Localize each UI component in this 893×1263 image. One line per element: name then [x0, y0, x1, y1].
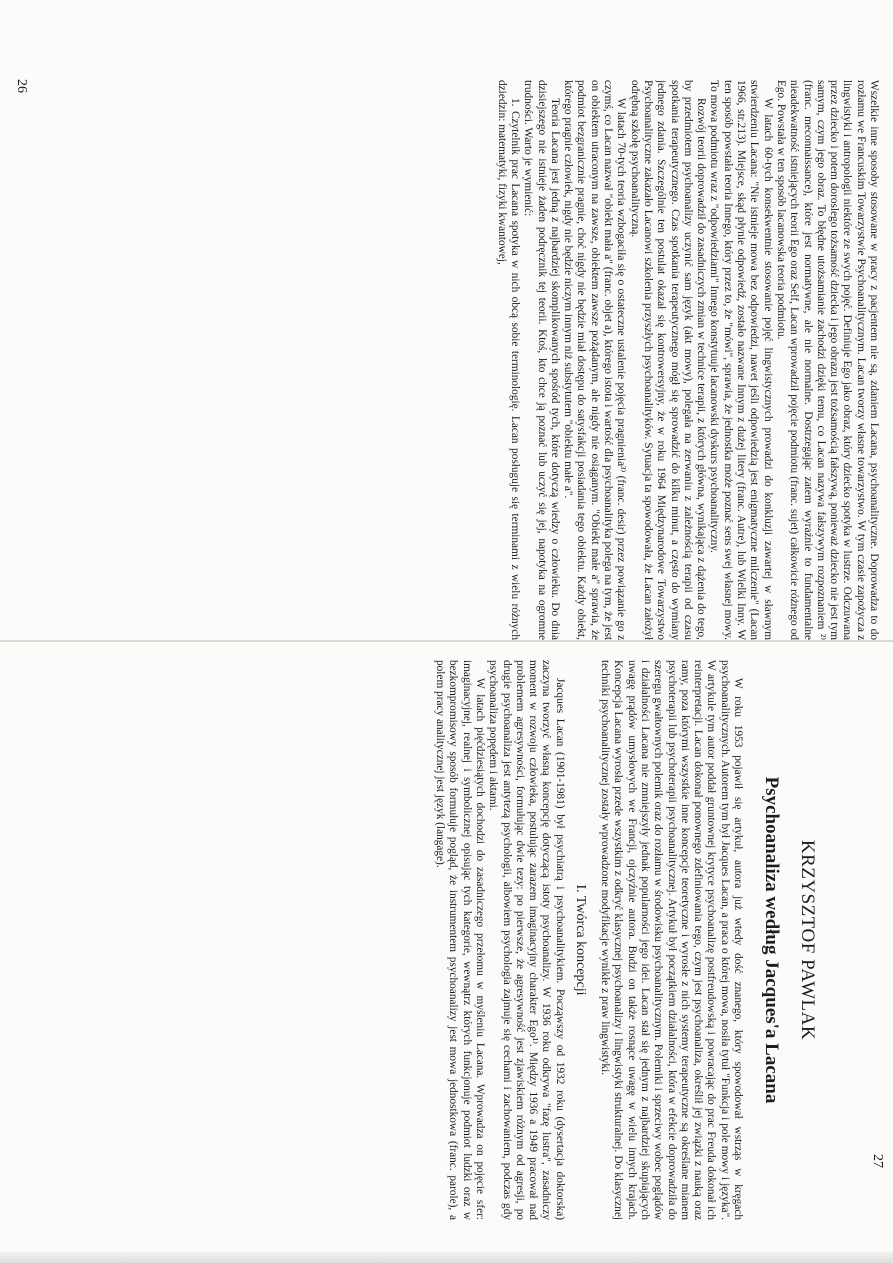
right-paragraph-6: 1. Czytelnik prac Lacana spotyka w nich obcą sobie terminologię. Lacan posługuje się terminami z wielu różnych dziedzin: matematyki, fizyki kwantowej, [495, 80, 521, 640]
right-paragraph-4: W latach 70-tych teoria wzbogaciła się o ostateczne ustalenie pojęcia pragnienia³⁾ (franc. desir) przez powiązanie go z czymś, co Lacan nazwał "obiekt mała a" (franc. objet a), którego istota i wartość dla psychoanalityka polega na tym, że jest on obiektem utraconym na zawsze, obiektem zawsze pożądanym, ale nigdy nie osiąganym. "Obiekt małe a" sprawia, że podmiot bezgranicznie pragnie, choć nigdy nie będzie miał dostępu do satysfakcji posiadania tego obiektu. Każdy obiekt, którego pragnie człowiek, nigdy nie będzie niczym innym niż substytutem "obiektu małe a". [562, 80, 628, 640]
right-paragraph-2: W latach 60-tych konsekwentnie stosowanie pojęć lingwistycznych prowadzi do konkluzji zawartej w sławnym stwierdzeniu Lacana: "Nie istnieje mowa bez odpowiedzi, nawet jeśli odpowiedzią jest enigmatyczne milczenie" (Lacan 1966, str.213). Miejsce, skąd płynie odpowiedź, zostało nazwane Innym z dużej litery (franc. Autre), lub Wielki Inny. W ten sposób powstała teoria Innego, który przez to, że "mówi", sprawia, że jednostka może poznać sens swej własnej mowy. To mowa podmiotu wraz z "odpowiedziami" Innego konstytuuje lacanowski dyskurs psychoanalityczny. [708, 80, 774, 640]
right-page [60, 80, 880, 640]
left-page [60, 660, 840, 1220]
scan-edge-shadow [0, 1252, 893, 1263]
section-heading: I. Twórca koncepcji [572, 884, 588, 996]
page-number-left: 26 [14, 79, 29, 93]
right-paragraph-5: Teoria Lacana jest jedną z najbardziej skomplikowanych spośród tych, które dotyczą wiedzy o człowieku. Do dnia dzisiejszego nie istnieje żaden podręcznik tej teorii. Ktoś, kto chce ją poznać lub uczyć się jej, napotyka na ogromne trudności. Warto je wymienić: [522, 80, 561, 640]
section-paragraph-2: W latach pięćdziesiątych dochodzi do zasadniczego przełomu w myśleniu Lacana. Wprowadza on pojęcie sfer: imaginacyjnej, realnej i symbolicznej opisując tych kategorie, wewnątrz których funkcjonuje podmiot ludzki oraz w bezkompromisowy sposób formułuje pogląd, że instrumentem psychoanalizy jest mowa jednostkowa (franc. parole), a polem pracy analitycznej jest język (langage). [434, 660, 486, 1220]
right-paragraph-1: Wszelkie inne sposoby stosowane w pracy z pacjentem nie są, zdaniem Lacana, psychoanalityczne. Doprowadza to do rozłamu we Francuskim Towarzystwie Psychoanalitycznym. Lacan tworzy własne towarzystwo. W tym czasie zapożycza z lingwistyki i antropologii niektóre ze swych pojęć. Definiuje Ego jako obraz, który dziecko spotyka w lustrze. Odczuwana przez dziecko i potem doroslego tożsamość dziecka i jego obrazu jest tożsamością fałszywą, ponieważ dziecko nie jest tym samym, czym jego obraz. To błędne utożsamianie zachodzi dzięki temu, co Lacan nazywa fałszywym rozpoznaniem ²⁾ (franc. meconnaissance), które jest normatywne, ale nie normalne. Dostrzegając zatem wyraźnie to fundamentalne nieadekwatność istniejących teorii Ego oraz Self, Lacan wprowadził pojęcie podmiotu (franc. sujet) całkowicie różnego od Ego. Powstała w ten sposób lacanowska teoria podmiotu. [774, 80, 880, 640]
page-spine-divider [0, 640, 893, 642]
article-title: Psychoanaliza według Jacques'a Lacana [761, 776, 782, 1104]
page-number-right: 27 [870, 1154, 885, 1168]
right-paragraph-3: Rozwój teorii doprowadził do zasadniczych zmian w technice terapii, z których główna, wynikająca z dążenia do tego, by przedmiotem psychoanalizy uczynić sam język (akt mowy), polegała na zerwaniu z zależnością terapii od czasu spotkania terapeutycznego. Czas spotkania terapeutycznego mógł się sprowadzić do kilku minut, a często do wymiany jednego zdania. Szczególnie ten postulat okazał się kontrowersyjny, że w roku 1964 Międzynarodowe Towarzystwo Psychoanalityczne zakazało Lacanowi szkolenia przyszłych psychoanalityków. Sytuacja ta spowodowała, że Lacan założył odrębną szkołę psychoanalityczną. [628, 80, 708, 640]
section-paragraph-1: Jacques Lacan (1901-1981) był psychiatrą i psychoanalitykiem. Począwszy od 1932 roku (dysertacja doktorska) zaczyna tworzyć własną koncepcję dotyczącą istoty psychoanalizy. W 1936 roku odkrywa "fazę lustra", zasadniczy moment w rozwoju człowieka, postulując zarazem imaginacyjny charakter Ego¹⁾. Między 1936 a 1949 pracował nad problemem agresywności, formułując dwie tezy: po pierwsze, że agresywność jest zjawiskiem różnym od agresji, po drugie psychoanaliza jest antytezą psychologii, albowiem psychologia zajmuje się cechami i zachowaniem, podczas gdy psychoanaliza popędem i aktami. [487, 660, 566, 1220]
author-name: KRZYSZTOF PAWLAK [797, 839, 818, 1041]
intro-paragraph: W roku 1953 pojawił się artykuł, autora już wtedy dość znanego, który spowodował wstrząs w kręgach psychoanalitycznych. Autorem tym był Jacques Lacan, a praca o której mowa, nosiła tytuł "Funkcja i pole mowy i języka". W artykule tym autor poddał gruntownej krytyce psychoanalizę postfreudowską i powracając do prac Freuda dokonał ich reinterpretacji. Lacan dokonał ponownego zdefiniowania tego, czym jest psychoanaliza, określił jej związki z nauką oraz ramy, poza którymi wszystkie inne koncepcje teoretyczne i wyrosłe z nich systemy terapeutyczne są określane mianem psychoterapii lub psychoterapii psychoanalitycznej. Artykuł był początkiem działalności, która w efekcie doprowadziła do szeregu gwałtownych polemik oraz do rozłamu w środowisku psychoanalitycznym. Polemiki i sprzeciwy wobec poglądów i działalności Lacana nie zmniejszyły jednak popularności jego idei. Lacan stał się jednym z najbardziej skupiających uwagę prądów umysłowych we Francji, ojczyźnie autora. Budzi on także rosnące uwagę w wielu innych krajach. Koncepcja Lacana wyrosła przede wszystkim z odkryć klasycznej psychoanalizy i lingwistyki strukturalnej. Do klasycznej techniki psychoanalitycznej zostały wprowadzone modyfikacje wynikłe z praw lingwistyki. [599, 660, 744, 1220]
